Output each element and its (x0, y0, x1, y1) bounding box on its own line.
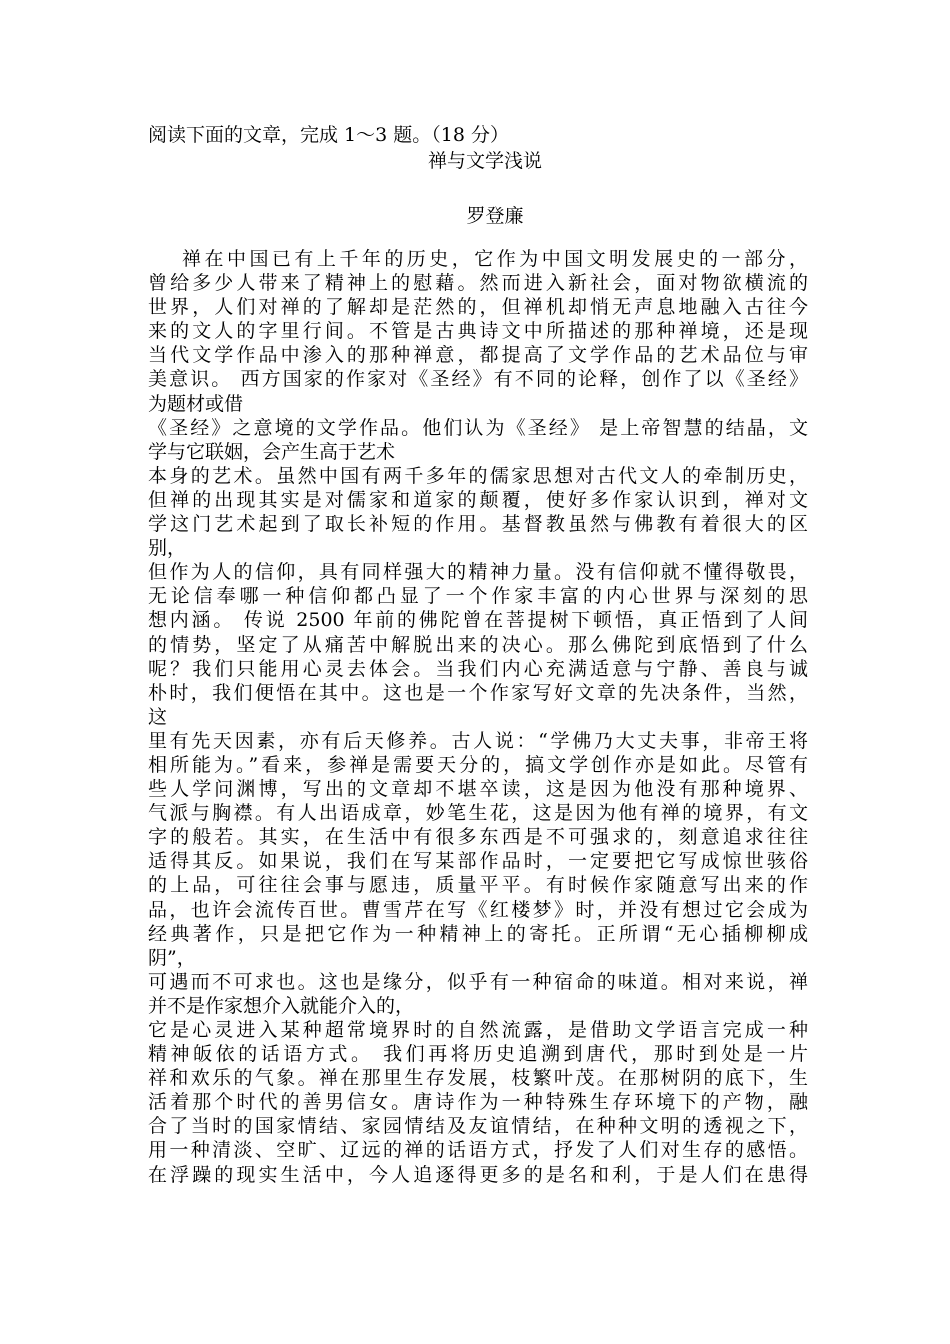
body-line: 学这门艺术起到了取长补短的作用。基督教虽然与佛教有着很大的区 (148, 513, 808, 536)
body-line: 它是心灵进入某种超常境界时的自然流露，是借助文学语言完成一种 (148, 1019, 808, 1041)
body-line: 别， (148, 537, 187, 560)
body-line: 学与它联姻，会产生高于艺术 (148, 440, 396, 463)
body-line: 当代文学作品中渗入的那种禅意，都提高了文学作品的艺术品位与审 (148, 344, 808, 367)
body-line: 并不是作家想介入就能介入的， (148, 994, 415, 1017)
body-line: 曾给多少人带来了精神上的慰藉。然而进入新社会，面对物欲横流的 (148, 272, 808, 295)
body-line: 活着那个时代的善男信女。唐诗作为一种特殊生存环境下的产物，融 (148, 1091, 808, 1114)
question-instruction: 阅读下面的文章，完成 1～3 题。（18 分） (148, 124, 509, 146)
body-line: 合了当时的国家情结、家园情结及友谊情结，在种种文明的透视之下， (148, 1115, 808, 1138)
body-line: 美意识。 西方国家的作家对《圣经》有不同的论释，创作了以《圣经》 (148, 368, 808, 391)
body-line: 里有先天因素，亦有后天修养。古人说：“学佛乃大丈夫事，非帝王将 (148, 729, 808, 752)
body-line: 但禅的出现其实是对儒家和道家的颠覆，使好多作家认识到，禅对文 (148, 488, 808, 511)
body-line: 气派与胸襟。有人出语成章，妙笔生花，这是因为他有禅的境界，有文 (148, 802, 808, 825)
body-line: 这 (148, 705, 168, 728)
article-author: 罗登廉 (466, 205, 524, 227)
body-line: 相所能为。”看来，参禅是需要天分的，搞文学创作亦是如此。尽管有 (148, 753, 808, 776)
body-line: 可遇而不可求也。这也是缘分，似乎有一种宿命的味道。相对来说，禅 (148, 970, 808, 993)
body-line: 在浮躁的现实生活中，今人追逐得更多的是名和利，于是人们在患得 (148, 1163, 808, 1186)
body-line: 《圣经》之意境的文学作品。他们认为《圣经》 是上帝智慧的结晶，文 (148, 416, 808, 439)
article-body (148, 247, 808, 1187)
body-line: 想内涵。 传说 2500 年前的佛陀曾在菩提树下顿悟，真正悟到了人间 (148, 609, 808, 632)
body-line: 来的文人的字里行间。不管是古典诗文中所描述的那种禅境，还是现 (148, 320, 808, 343)
body-line: 经典著作，只是把它作为一种精神上的寄托。正所谓“无心插柳柳成 (148, 922, 808, 945)
body-line: 用一种清淡、空旷、辽远的禅的话语方式，抒发了人们对生存的感悟。 (148, 1139, 808, 1162)
body-line: 禅在中国已有上千年的历史，它作为中国文明发展史的一部分， (182, 248, 808, 270)
body-line: 为题材或借 (148, 392, 244, 415)
body-line: 品，也许会流传百世。曹雪芹在写《红楼梦》时，并没有想过它会成为 (148, 898, 808, 921)
body-line: 无论信奉哪一种信仰都凸显了一个作家丰富的内心世界与深刻的思 (148, 585, 808, 608)
body-line: 精神皈依的话语方式。 我们再将历史追溯到唐代，那时到处是一片 (148, 1043, 808, 1066)
body-line: 适得其反。如果说，我们在写某部作品时，一定要把它写成惊世骇俗 (148, 850, 808, 873)
body-line: 的情势，坚定了从痛苦中解脱出来的决心。那么佛陀到底悟到了什么 (148, 633, 808, 656)
body-line: 阴”， (148, 946, 196, 969)
body-line: 的上品，可往往会事与愿违，质量平平。有时候作家随意写出来的作 (148, 874, 808, 897)
body-line: 本身的艺术。虽然中国有两千多年的儒家思想对古代文人的牵制历史， (148, 464, 808, 487)
body-line: 但作为人的信仰，具有同样强大的精神力量。没有信仰就不懂得敬畏， (148, 561, 808, 584)
body-line: 些人学问渊博，写出的文章却不堪卒读，这是因为他没有那种境界、 (148, 778, 808, 801)
body-line: 朴时，我们便悟在其中。这也是一个作家写好文章的先决条件，当然， (148, 681, 808, 704)
body-line: 字的般若。其实，在生活中有很多东西是不可强求的，刻意追求往往 (148, 826, 808, 849)
body-line: 呢？我们只能用心灵去体会。当我们内心充满适意与宁静、善良与诚 (148, 657, 808, 680)
body-line: 祥和欢乐的气象。禅在那里生存发展，枝繁叶茂。在那树阴的底下，生 (148, 1067, 808, 1090)
body-line: 世界，人们对禅的了解却是茫然的，但禅机却悄无声息地融入古往今 (148, 296, 808, 319)
article-title: 禅与文学浅说 (427, 150, 542, 172)
